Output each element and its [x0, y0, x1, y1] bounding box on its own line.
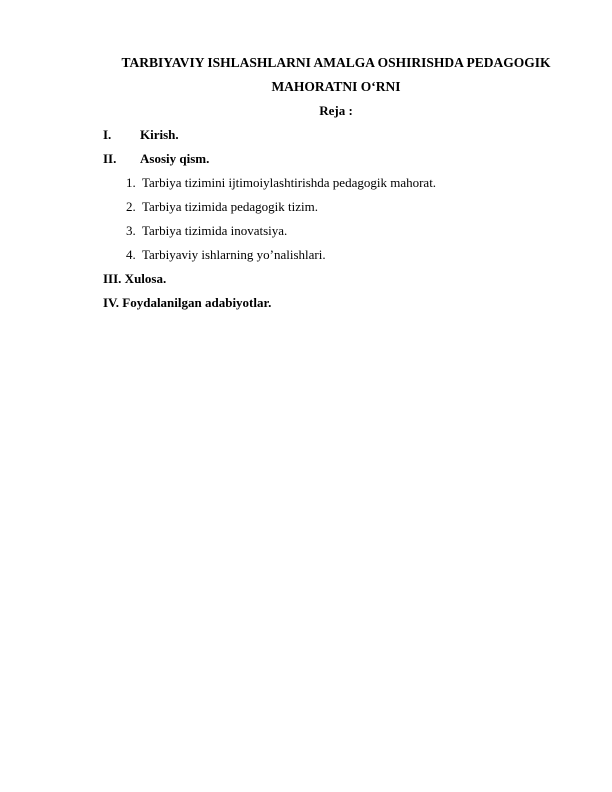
outline-item-text: Asosiy qism. — [140, 151, 210, 166]
subitem-text: Tarbiya tizimini ijtimoiylashtirishda pedagogik mahorat. — [142, 175, 437, 190]
subitem-number: 2. — [126, 199, 136, 214]
subitem-text: Tarbiya tizimida inovatsiya. — [142, 223, 288, 238]
subitem-text: Tarbiyaviy ishlarning yo’nalishlari. — [142, 247, 326, 262]
outline-item-4: IV. Foydalanilgan adabiyotlar. — [103, 295, 272, 310]
outline-item-text: Kirish. — [140, 127, 179, 142]
plan-heading: Reja : — [319, 103, 353, 118]
subitem-number: 1. — [126, 175, 136, 190]
subitem-number: 3. — [126, 223, 136, 238]
outline-item-number: II. — [103, 151, 117, 166]
outline-subitem-2 — [126, 199, 566, 215]
outline-item-3: III. Xulosa. — [103, 271, 167, 286]
document-title-line-1: TARBIYAVIY ISHLASHLARNI AMALGA OSHIRISHDA PEDAGOGIK — [121, 55, 551, 70]
subitem-text: Tarbiya tizimida pedagogik tizim. — [142, 199, 318, 214]
outline-item-2 — [103, 151, 403, 167]
subitem-number: 4. — [126, 247, 136, 262]
outline-item-1 — [103, 127, 403, 143]
document-title-line-2: MAHORATNI O‘RNI — [271, 79, 401, 94]
outline-subitem-4 — [126, 247, 566, 263]
outline-item-number: I. — [103, 127, 112, 142]
outline-subitem-1 — [126, 175, 566, 191]
outline-subitem-3 — [126, 223, 566, 239]
